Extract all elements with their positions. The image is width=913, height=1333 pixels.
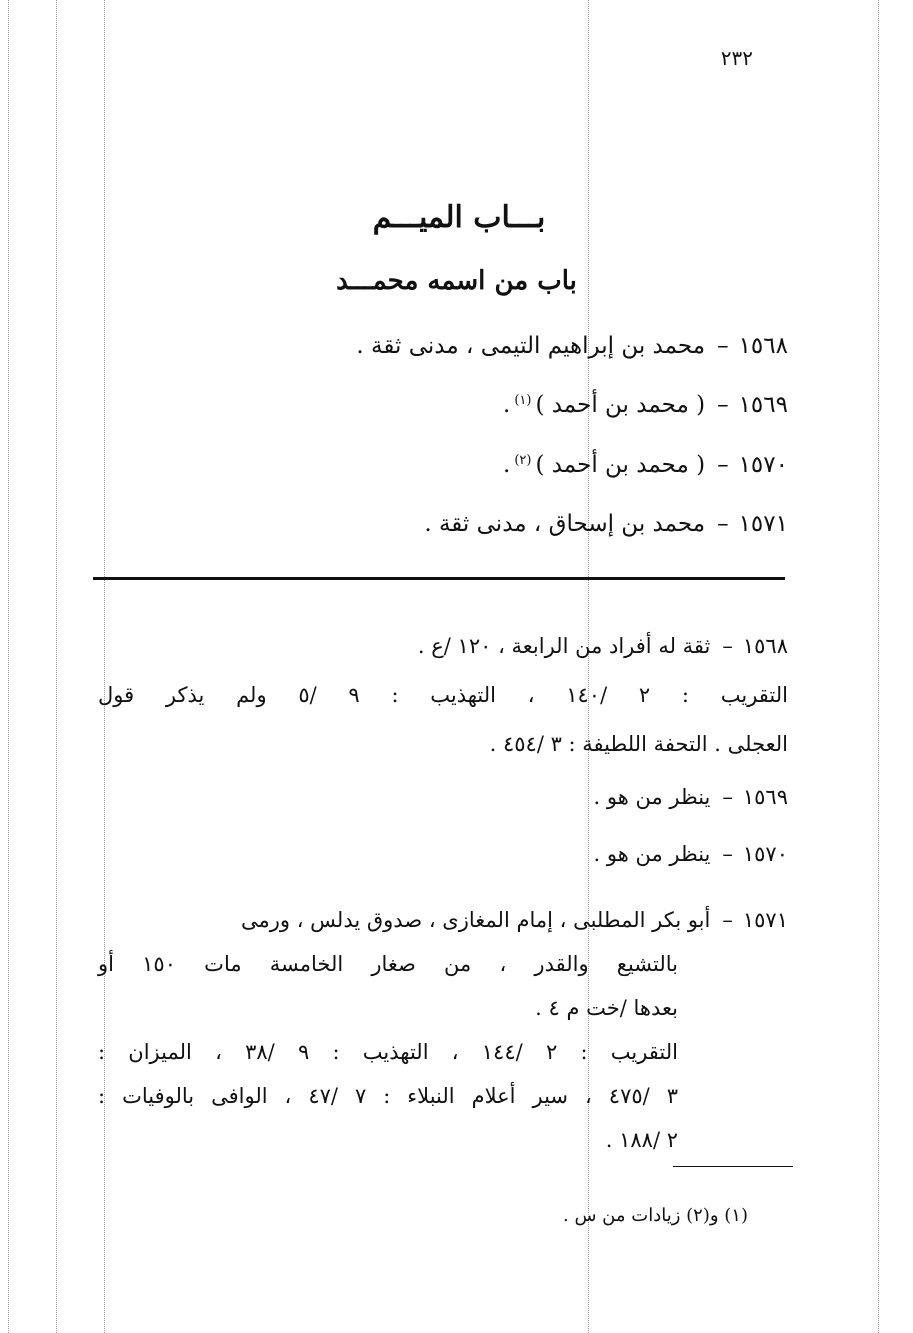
note-line: بالتشيع والقدر ، من صغار الخامسة مات ١٥٠ أو (98, 952, 678, 976)
note-line: التقريب : ٢ /١٤٤ ، التهذيب : ٩ /٣٨ ، الميزان : (98, 1040, 678, 1064)
note-dash: – (722, 785, 733, 809)
note-dash: – (722, 842, 733, 866)
note-line: بعدها /خت م ٤ . (535, 996, 678, 1020)
entry-text: ( محمد بن أحمد ) (535, 452, 706, 478)
note-head-text: أبو بكر المطلبى ، إمام المغازى ، صدوق يدلس ، ورمى (241, 908, 711, 932)
section-divider (93, 577, 785, 580)
note-1568 (98, 622, 788, 769)
entry-1568 (356, 333, 788, 359)
note-number: ١٥٦٨ (742, 634, 788, 658)
entry-text: ( محمد بن أحمد ) (535, 392, 706, 418)
footnote-marker: (٢) (514, 453, 532, 468)
entry-1570 (503, 452, 788, 478)
chapter-title-text: بـــاب الميـــم (372, 200, 546, 235)
note-head (98, 842, 788, 866)
entry-number: ١٥٧١ (738, 511, 788, 537)
note-head-text: ينظر من هو . (593, 785, 711, 809)
entry-1569 (503, 392, 788, 418)
entry-text-end: . (503, 452, 511, 478)
note-line: العجلى . التحفة اللطيفة : ٣ /٤٥٤ . (489, 732, 788, 756)
note-head-text: ينظر من هو . (593, 842, 711, 866)
chapter-title (0, 200, 913, 235)
entry-number: ١٥٦٨ (738, 333, 788, 359)
section-title: باب من اسمه محمـــد (336, 266, 577, 296)
entry-1571 (424, 511, 788, 537)
footnote: (١) و(٢) زيادات من س . (563, 1205, 748, 1226)
entry-number: ١٥٦٩ (738, 392, 788, 418)
entry-dash: – (717, 511, 729, 537)
entry-dash: – (717, 333, 729, 359)
entry-dash: – (717, 452, 729, 478)
note-1571 (98, 898, 788, 1162)
note-dash: – (722, 908, 733, 932)
entry-text: محمد بن إسحاق ، مدنى ثقة . (424, 511, 706, 537)
entry-text-end: . (503, 392, 511, 418)
note-number: ١٥٦٩ (742, 785, 788, 809)
footnote-marker: (١) (514, 393, 532, 408)
note-line: ٣ /٤٧٥ ، سير أعلام النبلاء : ٧ /٤٧ ، الوافى بالوفيات : (98, 1084, 678, 1108)
entry-dash: – (717, 392, 729, 418)
note-1569 (98, 785, 788, 809)
entry-text: محمد بن إبراهيم التيمى ، مدنى ثقة . (356, 333, 706, 359)
footnote-rule (673, 1166, 793, 1167)
note-dash: – (722, 634, 733, 658)
entry-number: ١٥٧٠ (738, 452, 788, 478)
note-1570 (98, 842, 788, 866)
note-head (98, 622, 788, 671)
note-number: ١٥٧١ (742, 908, 788, 932)
page-number: ٢٣٢ (720, 46, 753, 70)
note-head-text: ثقة له أفراد من الرابعة ، ١٢٠ /ع . (417, 634, 711, 658)
note-line: التقريب : ٢ /١٤٠ ، التهذيب : ٩ /٥ ولم يذكر قول (98, 683, 788, 707)
note-head (98, 785, 788, 809)
note-head (98, 898, 788, 942)
note-number: ١٥٧٠ (742, 842, 788, 866)
note-line: ٢ /١٨٨ . (605, 1128, 678, 1152)
